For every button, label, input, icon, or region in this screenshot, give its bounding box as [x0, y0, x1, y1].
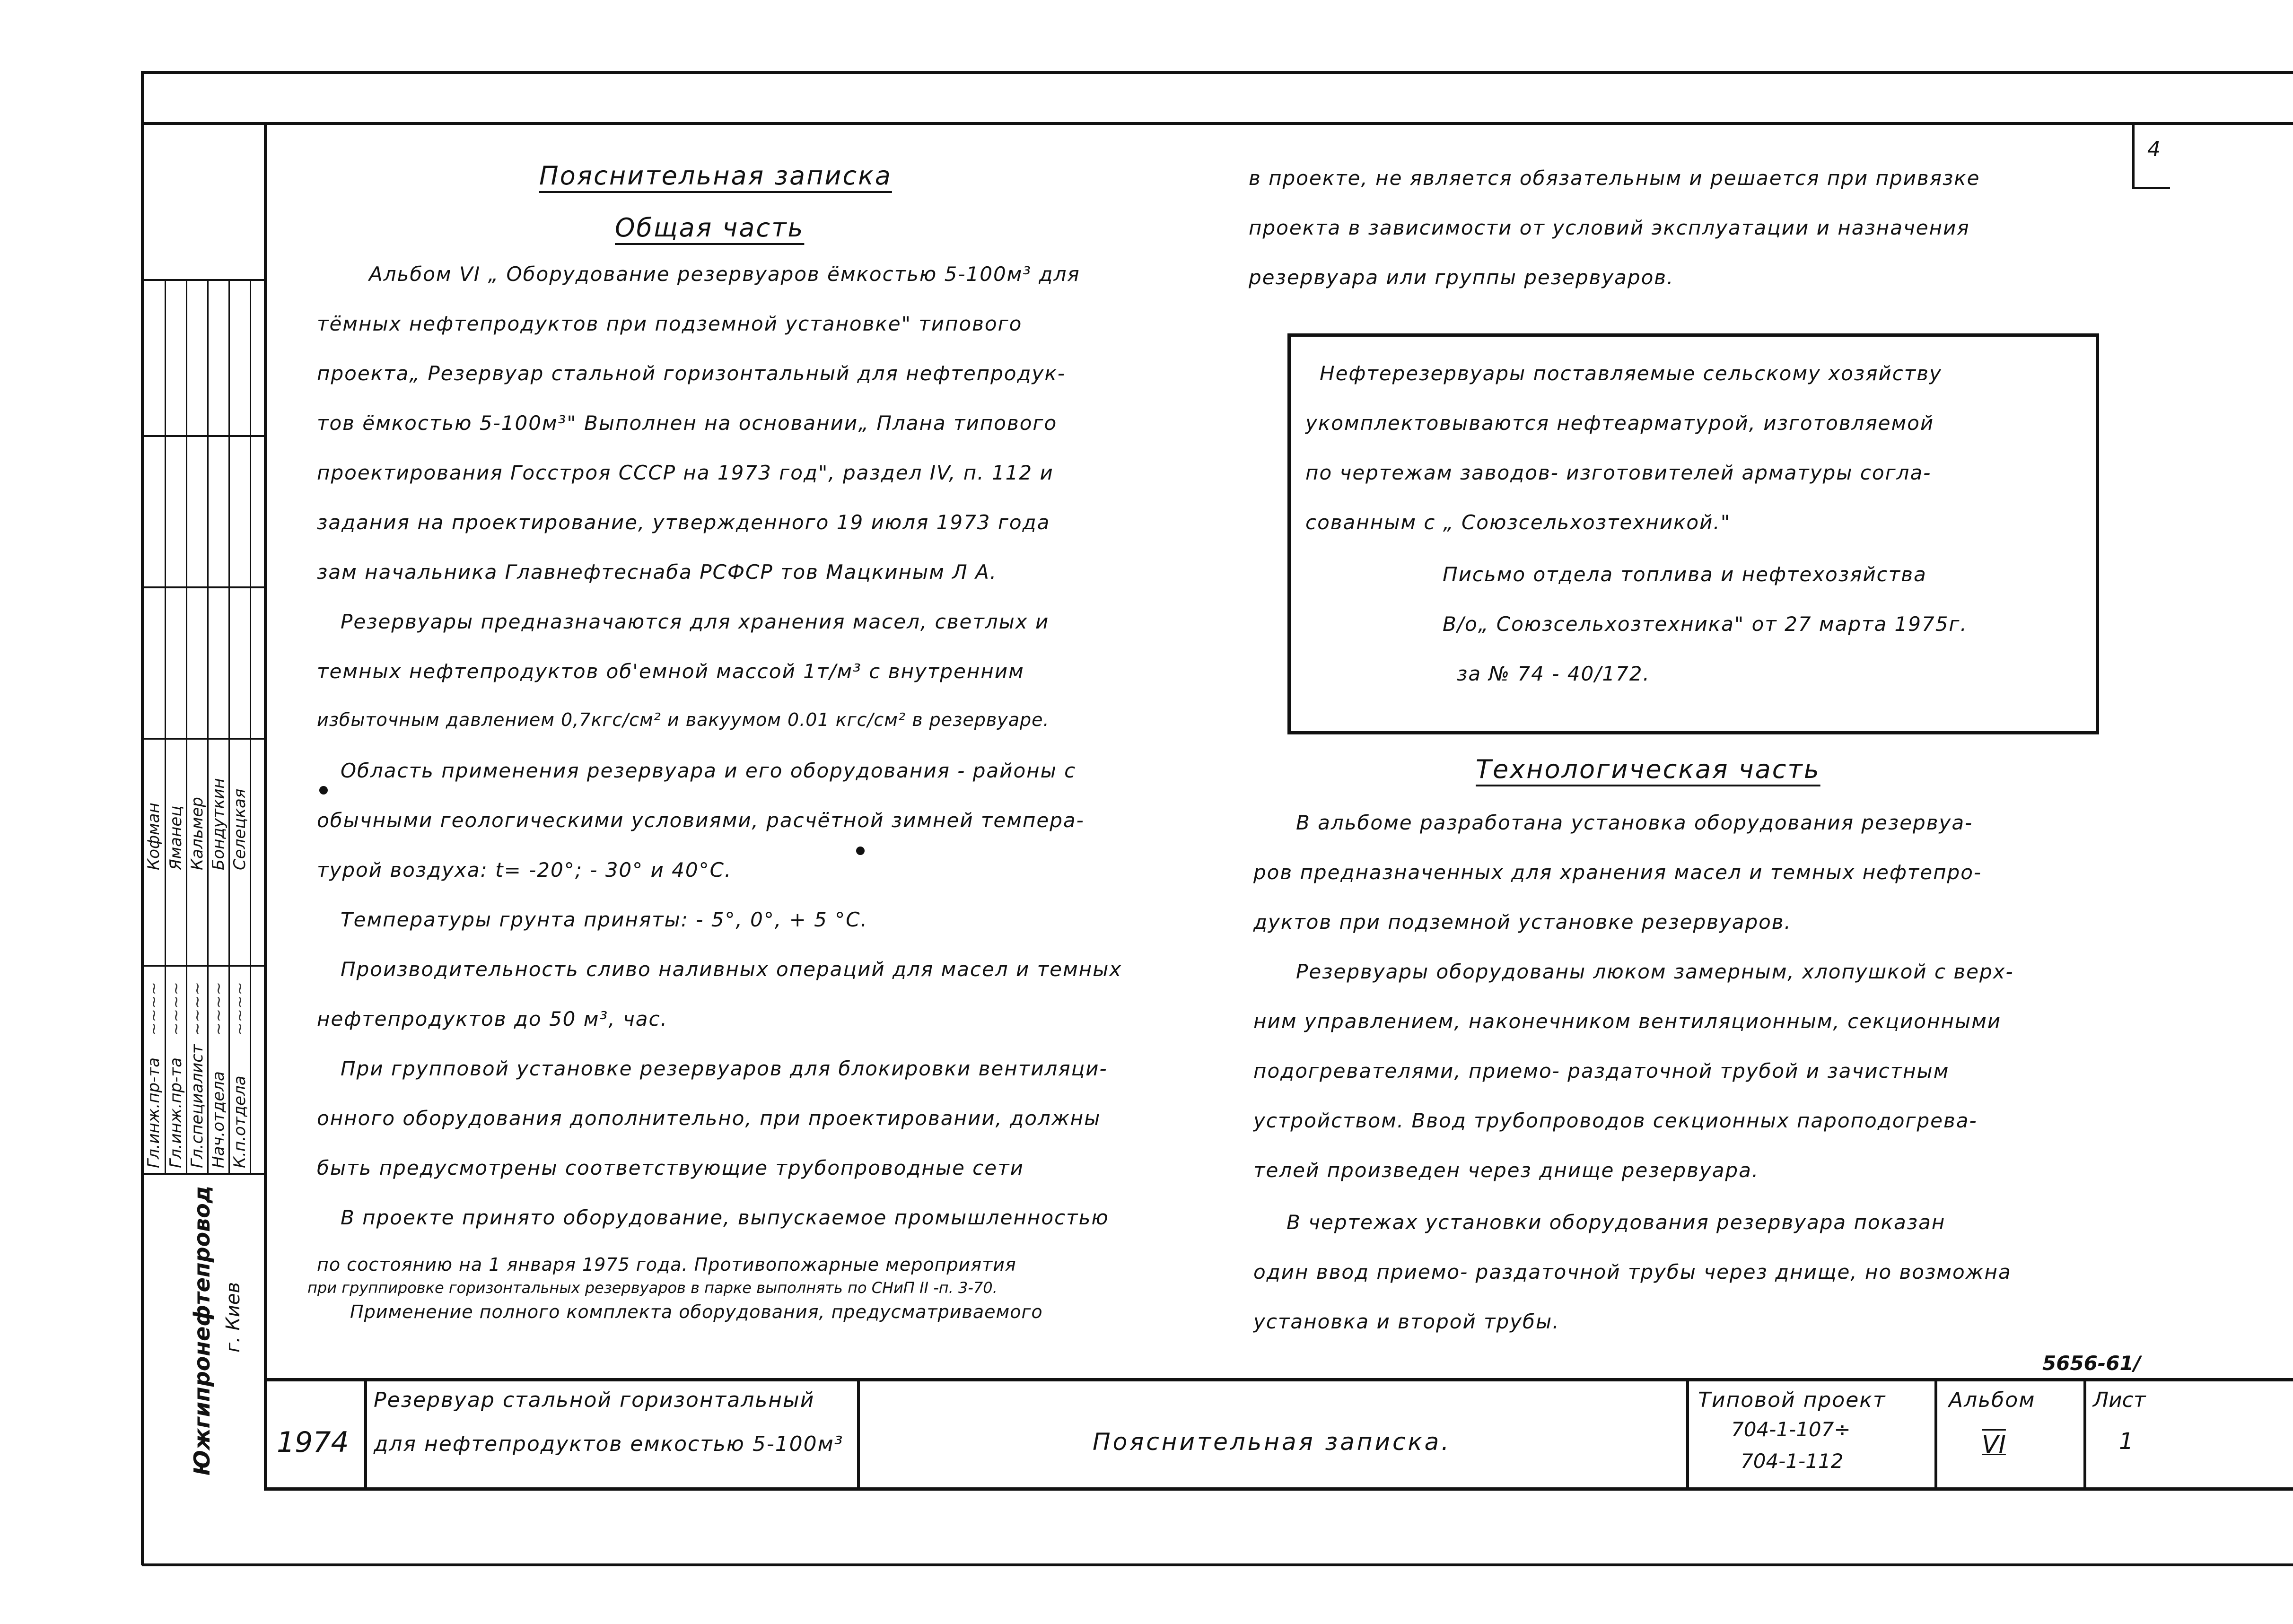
- frame-inner-left-line: [264, 122, 267, 1489]
- general-line-23: Применение полного комплекта оборудования, предусматриваемого: [350, 1301, 1043, 1322]
- boxed-note-line-4: сованным с „ Союзсельхозтехникой.": [1305, 511, 1731, 534]
- page-tab-horizontal: [2132, 187, 2170, 189]
- title-block-bottom-line: [264, 1487, 2293, 1491]
- stamp-col-4: [228, 279, 230, 1173]
- title-block-top-line: [264, 1378, 2293, 1381]
- general-line-2: тёмных нефтепродуктов при подземной установке" типового: [317, 312, 1023, 335]
- boxed-note-line-1: Нефтерезервуары поставляемые сельскому хозяйству: [1320, 362, 1942, 385]
- stamp-signature-5: ~~~~: [230, 982, 249, 1036]
- continued-line-1: в проекте, не является обязательным и решается при привязке: [1249, 166, 1980, 190]
- tech-line-2: ров предназначенных для хранения масел и темных нефтепро-: [1253, 861, 1982, 884]
- title-block-col-year: [364, 1378, 367, 1491]
- title-block-album-label: Альбом: [1949, 1388, 2036, 1412]
- general-line-1: Альбом VI „ Оборудование резервуаров ёмкостью 5-100м³ для: [369, 262, 1080, 286]
- section-heading-general: Общая часть: [615, 213, 805, 243]
- general-line-18: онного оборудования дополнительно, при проектировании, должны: [317, 1107, 1101, 1130]
- stamp-divider-2: [142, 586, 266, 588]
- archive-number: 5656-61/: [2042, 1352, 2141, 1375]
- continued-line-2: проекта в зависимости от условий эксплуатации и назначения: [1249, 216, 1970, 239]
- reference-letter-line-2: В/о„ Союзсельхозтехника" от 27 марта 1975г.: [1443, 612, 1968, 636]
- ink-dot-2: [856, 847, 865, 855]
- title-block-object-line-2: для нефтепродуктов емкостью 5-100м³: [374, 1432, 844, 1456]
- general-line-20: В проекте принято оборудование, выпускаемое промышленностью: [341, 1206, 1109, 1229]
- stamp-divider-1: [142, 435, 266, 437]
- general-line-14: Температуры грунта приняты: - 5°, 0°, + 5 °С.: [341, 908, 868, 931]
- general-line-15: Производительность сливо наливных операций для масел и темных: [341, 958, 1122, 981]
- tech-line-1: В альбоме разработана установка оборудования резервуа-: [1296, 811, 1973, 834]
- title-block-album-value: VI: [1982, 1431, 2006, 1459]
- title-block-project-number-2: 704-1-112: [1741, 1449, 1844, 1473]
- page-number: 4: [2147, 137, 2161, 161]
- stamp-signature-4: ~~~~: [209, 982, 228, 1036]
- page-tab-vertical: [2132, 122, 2135, 188]
- stamp-signature-1: ~~~~: [144, 982, 163, 1036]
- stamp-col-5: [250, 279, 251, 1173]
- title-block-col-object: [857, 1378, 860, 1491]
- title-block-sheet-label: Лист: [2093, 1388, 2146, 1412]
- stamp-top-line: [142, 279, 266, 281]
- general-line-16: нефтепродуктов до 50 м³, час.: [317, 1007, 668, 1030]
- stamp-col-3: [207, 279, 209, 1173]
- title-block-doc-title: Пояснительная записка.: [1093, 1428, 1452, 1456]
- stamp-role-1: Гл.инж.пр-та: [144, 1057, 163, 1168]
- title-block-project-number-1: 704-1-107÷: [1731, 1418, 1851, 1441]
- general-line-7: зам начальника Главнефтеснаба РСФСР тов Мацкиным Л А.: [317, 560, 998, 584]
- general-line-11: Область применения резервуара и его оборудования - районы с: [341, 759, 1076, 782]
- tech-line-10: один ввод приемо- раздаточной трубы через днище, но возможна: [1253, 1260, 2012, 1283]
- tech-line-6: подогревателями, приемо- раздаточной трубой и зачистным: [1253, 1059, 1950, 1083]
- general-line-6: задания на проектирование, утвержденного 19 июля 1973 года: [317, 511, 1050, 534]
- general-line-8: Резервуары предназначаются для хранения масел, светлых и: [341, 610, 1050, 633]
- ink-dot-1: [319, 786, 328, 795]
- frame-left-line: [141, 71, 144, 1565]
- stamp-signature-3: ~~~~: [188, 982, 207, 1036]
- stamp-role-4: Нач.отдела: [209, 1071, 228, 1168]
- boxed-note-line-2: укомплектовываются нефтеарматурой, изготовляемой: [1305, 411, 1934, 435]
- tech-line-11: установка и второй трубы.: [1253, 1310, 1560, 1333]
- general-line-21: по состоянию на 1 января 1975 года. Противопожарные мероприятия: [317, 1254, 1016, 1275]
- frame-bottom-line: [142, 1563, 2293, 1566]
- page-title: Пояснительная записка: [539, 161, 892, 191]
- continued-line-3: резервуара или группы резервуаров.: [1249, 266, 1674, 289]
- stamp-organization: Южгипронефтепровод: [189, 1185, 215, 1476]
- tech-line-9: В чертежах установки оборудования резервуара показан: [1287, 1211, 1946, 1234]
- general-line-10: избыточным давлением 0,7кгс/см² и вакуумом 0.01 кгс/см² в резервуаре.: [317, 709, 1050, 730]
- title-block-sheet-value: 1: [2119, 1428, 2134, 1455]
- reference-letter-line-1: Письмо отдела топлива и нефтехозяйства: [1443, 563, 1927, 586]
- title-block-object-line-1: Резервуар стальной горизонтальный: [374, 1388, 815, 1412]
- tech-line-4: Резервуары оборудованы люком замерным, хлопушкой с верх-: [1296, 960, 2014, 983]
- reference-letter-line-3: за № 74 - 40/172.: [1457, 662, 1650, 685]
- stamp-name-3: Кальмер: [188, 797, 207, 870]
- title-block-col-sheet: [2083, 1378, 2086, 1491]
- section-heading-technological: Технологическая часть: [1476, 754, 1820, 784]
- frame-top-inner-line: [142, 122, 2293, 125]
- tech-line-7: устройством. Ввод трубопроводов секционных пароподогрева-: [1253, 1109, 1978, 1132]
- general-line-5: проектирования Госстроя СССР на 1973 год", раздел IV, п. 112 и: [317, 461, 1054, 484]
- stamp-name-2: Яманец: [166, 805, 185, 870]
- stamp-signature-2: ~~~~: [166, 982, 185, 1036]
- frame-top-line: [142, 71, 2293, 74]
- general-line-22: при группировке горизонтальных резервуаров в парке выполнять по СНиП II -п. 3-70.: [307, 1279, 998, 1297]
- stamp-col-2: [186, 279, 187, 1173]
- general-line-13: турой воздуха: t= -20°; - 30° и 40°С.: [317, 858, 732, 882]
- title-block-col-album: [1934, 1378, 1937, 1491]
- stamp-city: г. Киев: [222, 1282, 244, 1353]
- stamp-col-1: [165, 279, 166, 1173]
- tech-line-8: телей произведен через днище резервуара.: [1253, 1159, 1759, 1182]
- boxed-note: [1287, 333, 2099, 734]
- tech-line-5: ним управлением, наконечником вентиляционным, секционными: [1253, 1010, 2002, 1033]
- boxed-note-line-3: по чертежам заводов- изготовителей арматуры согла-: [1305, 461, 1932, 484]
- stamp-name-4: Бондуткин: [209, 778, 228, 870]
- stamp-role-3: Гл.специалист: [188, 1044, 207, 1168]
- title-block-year: 1974: [277, 1426, 349, 1459]
- title-block-project-label: Типовой проект: [1698, 1388, 1886, 1412]
- title-block-col-project: [1686, 1378, 1689, 1491]
- stamp-name-1: Кофман: [144, 803, 163, 870]
- general-line-9: темных нефтепродуктов об'емной массой 1т/м³ с внутренним: [317, 660, 1024, 683]
- stamp-divider-3: [142, 738, 266, 740]
- general-line-17: При групповой установке резервуаров для блокировки вентиляци-: [341, 1057, 1108, 1080]
- stamp-divider-4: [142, 965, 266, 967]
- general-line-19: быть предусмотрены соответствующие трубопроводные сети: [317, 1156, 1024, 1179]
- stamp-divider-5: [142, 1173, 266, 1175]
- general-line-12: обычными геологическими условиями, расчётной зимней темпера-: [317, 809, 1085, 832]
- stamp-role-5: К.п.отдела: [230, 1075, 249, 1168]
- tech-line-3: дуктов при подземной установке резервуаров.: [1253, 910, 1792, 934]
- general-line-4: тов ёмкостью 5-100м³" Выполнен на основании„ Плана типового: [317, 411, 1058, 435]
- stamp-role-2: Гл.инж.пр-та: [166, 1057, 185, 1168]
- general-line-3: проекта„ Резервуар стальной горизонтальный для нефтепродук-: [317, 362, 1066, 385]
- stamp-name-5: Селецкая: [230, 788, 249, 870]
